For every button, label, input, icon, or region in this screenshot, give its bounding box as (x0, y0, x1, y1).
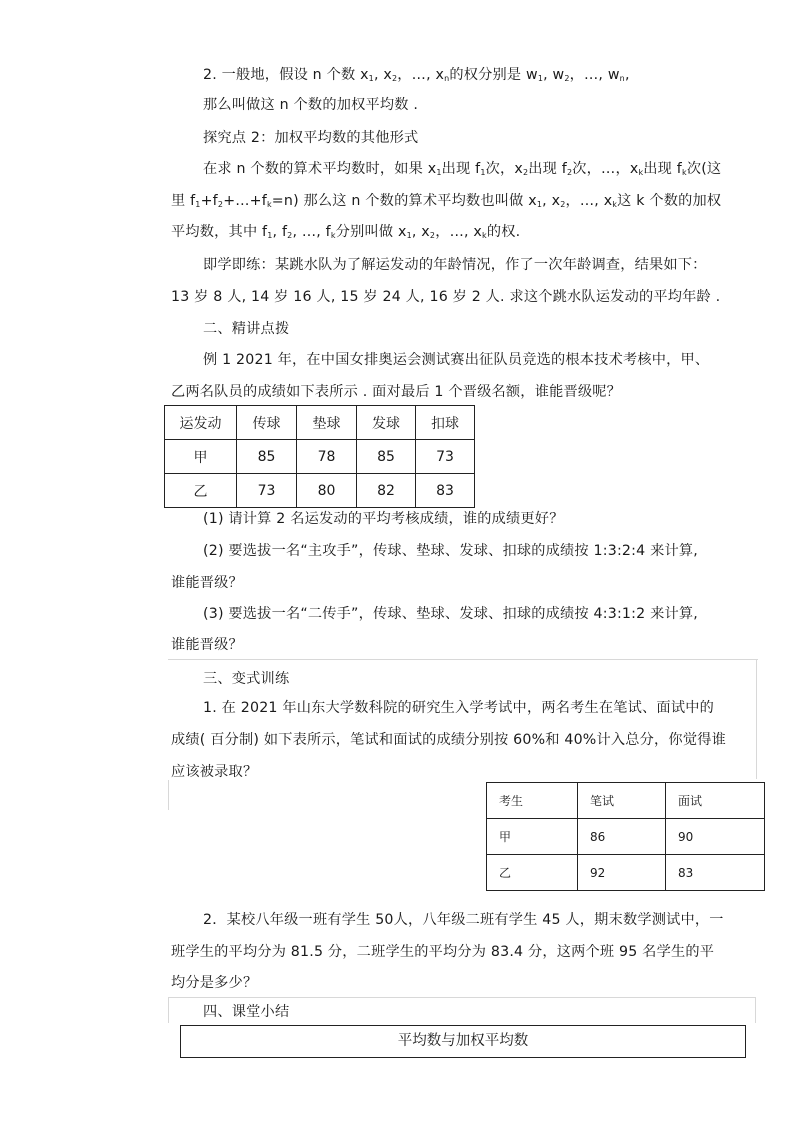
definition-line-1 (203, 66, 630, 88)
table-cell: 90 (666, 819, 765, 855)
table-cell: 73 (237, 474, 297, 508)
subscript: 1 (195, 200, 201, 209)
subscript: n (444, 74, 450, 83)
paragraph-line-5 (171, 192, 721, 214)
section-heading-4: 四、课堂小结 (203, 1004, 290, 1020)
question-2-line-2: 谁能晋级？ (171, 575, 243, 591)
text: , …, f (292, 224, 331, 240)
table-header-row (487, 783, 765, 819)
text: 出现 f (528, 161, 567, 177)
text: ，…, x (565, 193, 613, 209)
table-header-cell: 运发动 (165, 406, 237, 440)
subscript: 1 (537, 74, 544, 83)
text: +…+f (223, 193, 267, 209)
exercise-2-line-2: 班学生的平均分为 81.5 分，二班学生的平均分为 83.4 分，这两个班 95 名学生的平 (171, 944, 715, 960)
subscript: 1 (436, 168, 442, 177)
subscript: 2 (566, 168, 573, 177)
text: , x (373, 67, 392, 83)
section-heading-2: 二、精讲点拨 (203, 321, 290, 337)
section-heading-explore-2: 探究点 2：加权平均数的其他形式 (203, 130, 419, 146)
example-1-line-2: 乙两名队员的成绩如下表所示 . 面对最后 1 个晋级名额，谁能晋级呢？ (171, 384, 622, 400)
question-3-line-1: (3) 要选拔一名“二传手”，传球、垫球、发球、扣球的成绩按 4:3:1:2 来计算, (203, 606, 698, 622)
text: 里 f (171, 193, 196, 209)
table-cell: 乙 (165, 474, 237, 508)
exercise-2-line-1: 2．某校八年级一班有学生 50人，八年级二班有学生 45 人，期末数学测试中，一 (203, 912, 724, 928)
exercise-1-line-1: 1. 在 2021 年山东大学数科院的研究生入学考试中，两名考生在笔试、面试中的 (203, 700, 714, 716)
table-cell: 92 (578, 855, 666, 891)
table-header-cell: 面试 (666, 783, 765, 819)
subscript: 2 (287, 231, 293, 240)
table-cell: 85 (237, 440, 297, 474)
table-header-cell: 笔试 (578, 783, 666, 819)
text: 出现 f (643, 161, 682, 177)
table-cell: 80 (297, 474, 357, 508)
table-cell: 73 (416, 440, 475, 474)
example-1-line-1: 例 1 2021 年，在中国女排奥运会测试赛出征队员竞选的根本技术考核中，甲、 (203, 352, 710, 368)
text: ，…, w (569, 67, 620, 83)
table-header-cell: 垫球 (297, 406, 357, 440)
subscript: 2 (217, 200, 224, 209)
subscript: n (619, 74, 625, 83)
text: 这 k 个数的加权 (617, 193, 722, 209)
subscript: 1 (267, 231, 273, 240)
question-1: (1) 请计算 2 名运发动的平均考核成绩，谁的成绩更好？ (203, 511, 564, 527)
table-header-cell: 传球 (237, 406, 297, 440)
section-divider (168, 780, 169, 810)
section-divider (756, 659, 757, 779)
text: =n) 那么这 n 个数的算术平均数也叫做 x (271, 193, 537, 209)
section-heading-3: 三、变式训练 (203, 671, 290, 687)
table-cell: 82 (357, 474, 416, 508)
subscript: 2 (429, 231, 436, 240)
section-divider (755, 997, 756, 1023)
practice-line-2: 13 岁 8 人, 14 岁 16 人, 15 岁 24 人, 16 岁 2 人. 求这个跳水队运发动的平均年龄 . (171, 289, 721, 305)
table-row (165, 474, 475, 508)
exam-scores-table (486, 782, 765, 891)
text: +f (200, 193, 218, 209)
exercise-1-line-2: 成绩( 百分制) 如下表所示，笔试和面试的成绩分别按 60%和 40%计入总分，你觉得谁 (171, 732, 726, 748)
subscript: 2 (564, 74, 570, 83)
text: 分别叫做 x (335, 224, 407, 240)
subscript: k (482, 231, 487, 240)
text: 次(这 (686, 161, 722, 177)
table-header-cell: 考生 (487, 783, 578, 819)
definition-line-2: 那么叫做这 n 个数的加权平均数 . (203, 97, 419, 113)
subscript: k (330, 231, 336, 240)
text: 次，x (485, 161, 523, 177)
question-3-line-2: 谁能晋级？ (171, 637, 243, 653)
text: 的权分别是 w (449, 67, 538, 83)
text: ，…, x (397, 67, 445, 83)
text: , (624, 67, 630, 83)
paragraph-line-6 (171, 223, 520, 245)
summary-title: 平均数与加权平均数 (397, 1033, 529, 1049)
text: 的权. (486, 224, 521, 240)
table-cell: 78 (297, 440, 357, 474)
exercise-2-line-3: 均分是多少？ (171, 975, 258, 991)
text: 在求 n 个数的算术平均数时，如果 x (203, 161, 437, 177)
text: , x (542, 193, 561, 209)
table-cell: 甲 (487, 819, 578, 855)
text: 次，…，x (572, 161, 639, 177)
table-cell: 83 (666, 855, 765, 891)
table-row (165, 440, 475, 474)
text: , f (272, 224, 288, 240)
section-divider (168, 997, 169, 1023)
text: ，…, x (435, 224, 482, 240)
table-cell: 83 (416, 474, 475, 508)
subscript: 1 (368, 74, 374, 83)
table-header-row (165, 406, 475, 440)
table-cell: 甲 (165, 440, 237, 474)
text: 平均数，其中 f (171, 224, 268, 240)
table-cell: 乙 (487, 855, 578, 891)
table-header-cell: 扣球 (416, 406, 475, 440)
table-cell: 85 (357, 440, 416, 474)
table-header-cell: 发球 (357, 406, 416, 440)
section-divider (168, 659, 758, 660)
subscript: 2 (560, 200, 566, 209)
subscript: 2 (392, 74, 398, 83)
athlete-scores-table (164, 405, 475, 508)
subscript: k (638, 168, 644, 177)
paragraph-line-4 (203, 160, 721, 182)
text: , w (543, 67, 565, 83)
subscript: 1 (536, 200, 543, 209)
summary-box (180, 1025, 746, 1058)
subscript: 1 (406, 231, 412, 240)
subscript: k (612, 200, 618, 209)
section-divider (168, 997, 756, 998)
subscript: k (681, 168, 687, 177)
text: , x (411, 224, 430, 240)
table-row (487, 819, 765, 855)
table-cell: 86 (578, 819, 666, 855)
question-2-line-1: (2) 要选拔一名“主攻手”，传球、垫球、发球、扣球的成绩按 1:3:2:4 来计算, (203, 543, 698, 559)
subscript: 1 (480, 168, 486, 177)
subscript: k (266, 200, 272, 209)
text: 2. 一般地，假设 n 个数 x (203, 67, 369, 83)
table-row (487, 855, 765, 891)
exercise-1-line-3: 应该被录取？ (171, 764, 258, 780)
text: 出现 f (441, 161, 481, 177)
practice-line-1: 即学即练：某跳水队为了解运发动的年龄情况，作了一次年龄调查，结果如下： (203, 257, 707, 273)
subscript: 2 (523, 168, 529, 177)
